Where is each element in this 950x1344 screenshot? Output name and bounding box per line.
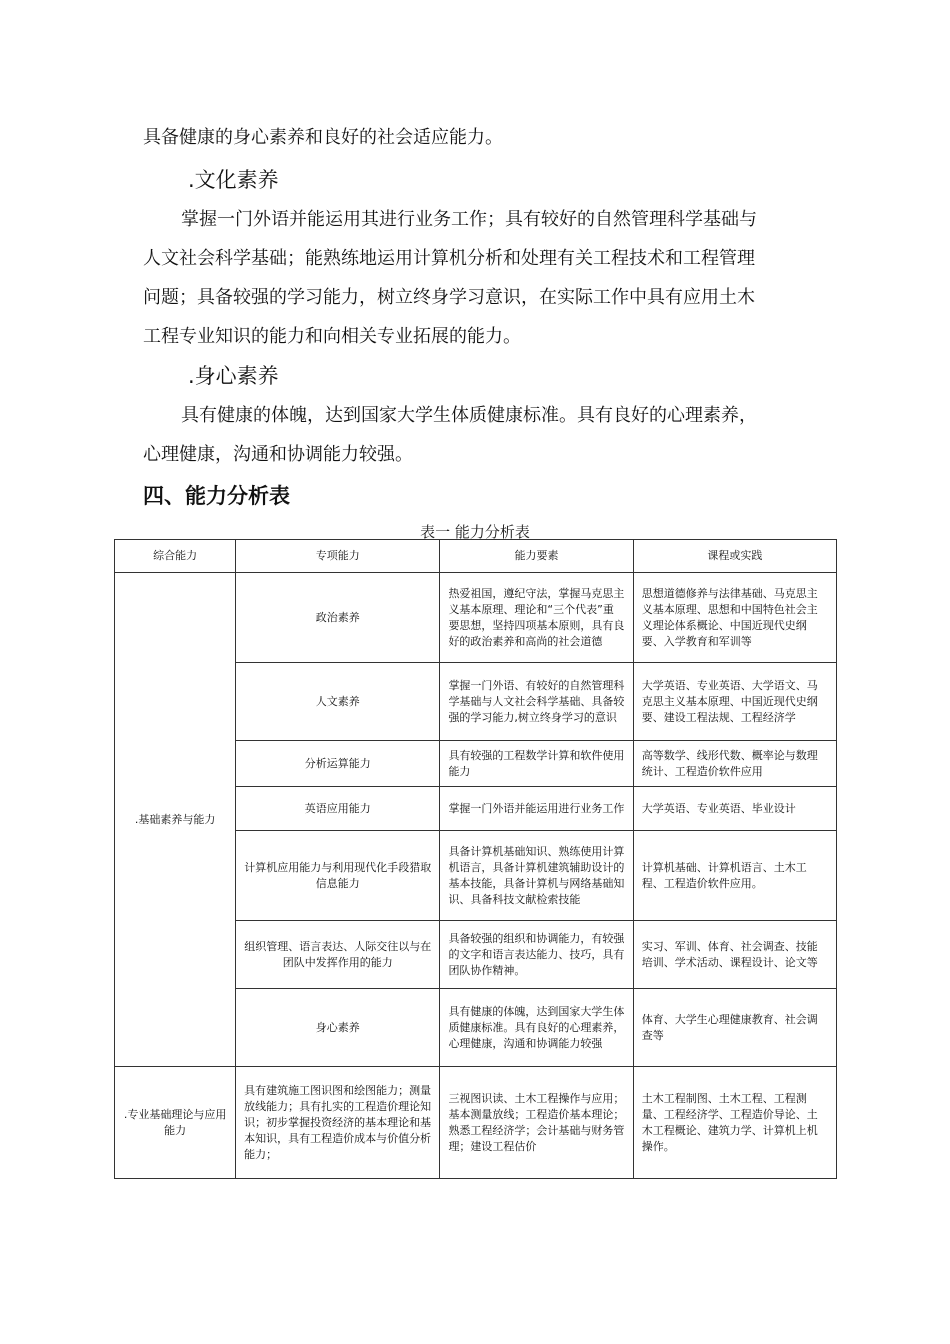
skill-cell: 计算机应用能力与利用现代化手段猎取信息能力 bbox=[236, 831, 440, 921]
skill-cell: 身心素养 bbox=[236, 989, 440, 1067]
ability-table bbox=[114, 539, 837, 1179]
element-cell: 热爱祖国，遵纪守法，掌握马克思主义基本原理、理论和“三个代表”重要思想，坚持四项基本原则，具有良好的政治素养和高尚的社会道德 bbox=[440, 573, 633, 663]
section-title: 四、能力分析表 bbox=[143, 484, 290, 508]
header-cell: 能力要素 bbox=[440, 540, 633, 573]
course-cell: 实习、军训、体育、社会调查、技能培训、学术活动、课程设计、论文等 bbox=[633, 921, 836, 989]
element-cell: 具有较强的工程数学计算和软件使用能力 bbox=[440, 741, 633, 787]
table-row bbox=[115, 1067, 837, 1179]
element-cell: 具有健康的体魄，达到国家大学生体质健康标准。具有良好的心理素养，心理健康，沟通和协调能力较强 bbox=[440, 989, 633, 1067]
skill-cell: 分析运算能力 bbox=[236, 741, 440, 787]
heading-culture: .文化素养 bbox=[188, 168, 279, 192]
skill-cell: 政治素养 bbox=[236, 573, 440, 663]
course-cell: 大学英语、专业英语、毕业设计 bbox=[633, 787, 836, 831]
element-cell: 具备计算机基础知识、熟练使用计算机语言，具备计算机建筑辅助设计的基本技能，具备计算机与网络基础知识、具备科技文献检索技能 bbox=[440, 831, 633, 921]
course-cell: 体育、大学生心理健康教育、社会调查等 bbox=[633, 989, 836, 1067]
table-caption: 表一 能力分析表 bbox=[420, 523, 530, 541]
paragraph-body-line: 心理健康，沟通和协调能力较强。 bbox=[143, 444, 413, 465]
header-cell: 课程或实践 bbox=[633, 540, 836, 573]
course-cell: 计算机基础、计算机语言、土木工程、工程造价软件应用。 bbox=[633, 831, 836, 921]
skill-cell: 具有建筑施工图识图和绘图能力；测量放线能力；具有扎实的工程造价理论知识；初步掌握投资经济的基本理论和基本知识，具有工程造价成本与价值分析能力； bbox=[236, 1067, 440, 1179]
element-cell: 具备较强的组织和协调能力，有较强的文字和语言表达能力、技巧，具有团队协作精神。 bbox=[440, 921, 633, 989]
paragraph-culture-line: 掌握一门外语并能运用其进行业务工作；具有较好的自然管理科学基础与 bbox=[181, 209, 757, 230]
skill-cell: 人文素养 bbox=[236, 663, 440, 741]
table-row bbox=[115, 573, 837, 663]
header-cell: 专项能力 bbox=[236, 540, 440, 573]
paragraph-culture-line: 问题；具备较强的学习能力，树立终身学习意识，在实际工作中具有应用土木 bbox=[143, 287, 755, 308]
element-cell: 掌握一门外语、有较好的自然管理科学基础与人文社会科学基础、具备较强的学习能力,树立终身学习的意识 bbox=[440, 663, 633, 741]
course-cell: 大学英语、专业英语、大学语文、马克思主义基本原理、中国近现代史纲要、建设工程法规、工程经济学 bbox=[633, 663, 836, 741]
heading-body-mind: .身心素养 bbox=[188, 364, 279, 388]
element-cell: 掌握一门外语并能运用进行业务工作 bbox=[440, 787, 633, 831]
table-header-row bbox=[115, 540, 837, 573]
group-cell: .专业基础理论与应用能力 bbox=[115, 1067, 236, 1179]
paragraph-culture-line: 工程专业知识的能力和向相关专业拓展的能力。 bbox=[143, 326, 521, 347]
skill-cell: 组织管理、语言表达、人际交往以与在团队中发挥作用的能力 bbox=[236, 921, 440, 989]
skill-cell: 英语应用能力 bbox=[236, 787, 440, 831]
header-cell: 综合能力 bbox=[115, 540, 236, 573]
group-cell: .基础素养与能力 bbox=[115, 573, 236, 1067]
paragraph-intro: 具备健康的身心素养和良好的社会适应能力。 bbox=[143, 127, 503, 148]
course-cell: 思想道德修养与法律基础、马克思主义基本原理、思想和中国特色社会主义理论体系概论、中国近现代史纲要、入学教育和军训等 bbox=[633, 573, 836, 663]
paragraph-body-line: 具有健康的体魄，达到国家大学生体质健康标准。具有良好的心理素养， bbox=[181, 405, 757, 426]
course-cell: 高等数学、线形代数、概率论与数理统计、工程造价软件应用 bbox=[633, 741, 836, 787]
course-cell: 土木工程制图、土木工程、工程测量、工程经济学、工程造价导论、土木工程概论、建筑力学、计算机上机操作。 bbox=[633, 1067, 836, 1179]
paragraph-culture-line: 人文社会科学基础；能熟练地运用计算机分析和处理有关工程技术和工程管理 bbox=[143, 248, 755, 269]
element-cell: 三视图识读、土木工程操作与应用；基本测量放线；工程造价基本理论；熟悉工程经济学；会计基础与财务管理；建设工程估价 bbox=[440, 1067, 633, 1179]
